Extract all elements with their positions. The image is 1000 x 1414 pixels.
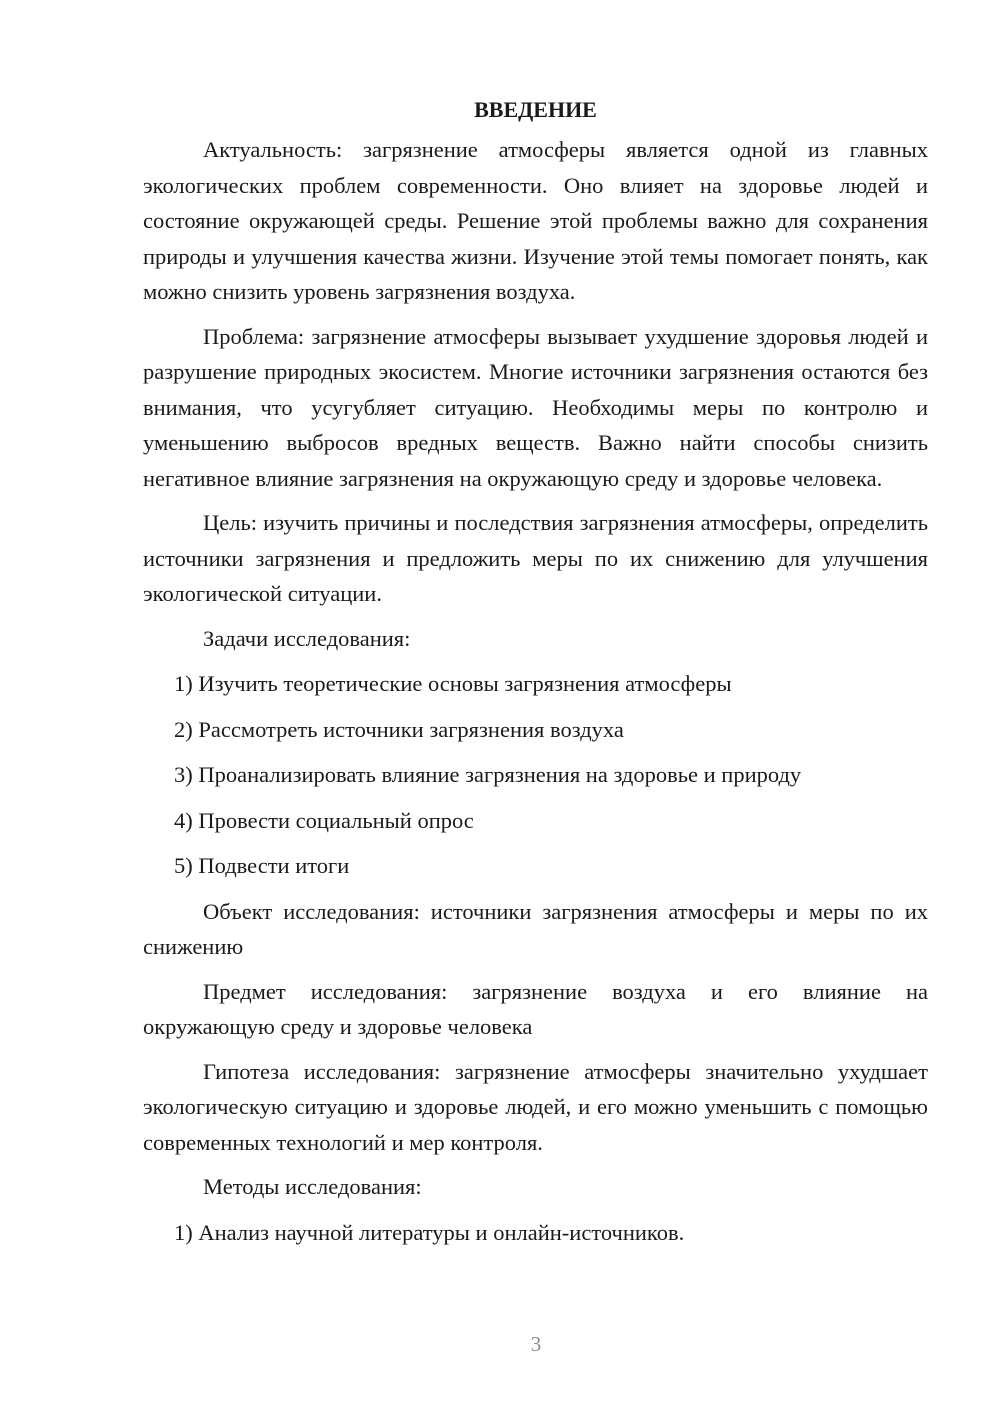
- relevance-paragraph: Актуальность: загрязнение атмосферы является одной из главных экологических проблем современности. Оно влияет на здоровье людей и состояние окружающей среды. Решение этой проблемы важно для сохранения природы и улучшения качества жизни. Изучение этой темы помогает понять, как можно снизить уровень загрязнения воздуха.: [143, 137, 928, 304]
- task-item: 4) Провести социальный опрос: [174, 807, 474, 833]
- section-title: ВВЕДЕНИЕ: [474, 97, 597, 122]
- tasks-list: [143, 666, 928, 884]
- object-paragraph: Объект исследования: источники загрязнения атмосферы и меры по их снижению: [143, 898, 928, 959]
- page-number: 3: [530, 1332, 542, 1356]
- hypothesis-paragraph: Гипотеза исследования: загрязнение атмосферы значительно ухудшает экологическую ситуацию и здоровье людей, и его можно уменьшить с помощью современных технологий и мер контроля.: [143, 1058, 928, 1155]
- document-page: [143, 92, 928, 1260]
- methods-list: [143, 1215, 928, 1251]
- task-item: 5) Подвести итоги: [174, 853, 350, 878]
- task-item: 2) Рассмотреть источники загрязнения воздуха: [174, 716, 624, 742]
- subject-paragraph: Предмет исследования: загрязнение воздуха и его влияние на окружающую среду и здоровье человека: [143, 978, 928, 1039]
- method-item: 1) Анализ научной литературы и онлайн-источников.: [174, 1219, 685, 1245]
- tasks-heading: Задачи исследования:: [203, 625, 411, 651]
- task-item: 1) Изучить теоретические основы загрязнения атмосферы: [174, 671, 732, 696]
- problem-paragraph: Проблема: загрязнение атмосферы вызывает ухудшение здоровья людей и разрушение природных экосистем. Многие источники загрязнения остаются без внимания, что усугубляет ситуацию. Необходимы меры по контролю и уменьшению выбросов вредных веществ. Важно найти способы снизить негативное влияние загрязнения на окружающую среду и здоровье человека.: [143, 323, 928, 491]
- methods-heading: Методы исследования:: [203, 1174, 422, 1199]
- task-item: 3) Проанализировать влияние загрязнения на здоровье и природу: [174, 762, 802, 787]
- goal-paragraph: Цель: изучить причины и последствия загрязнения атмосферы, определить источники загрязнения и предложить меры по их снижению для улучшения экологической ситуации.: [143, 510, 928, 606]
